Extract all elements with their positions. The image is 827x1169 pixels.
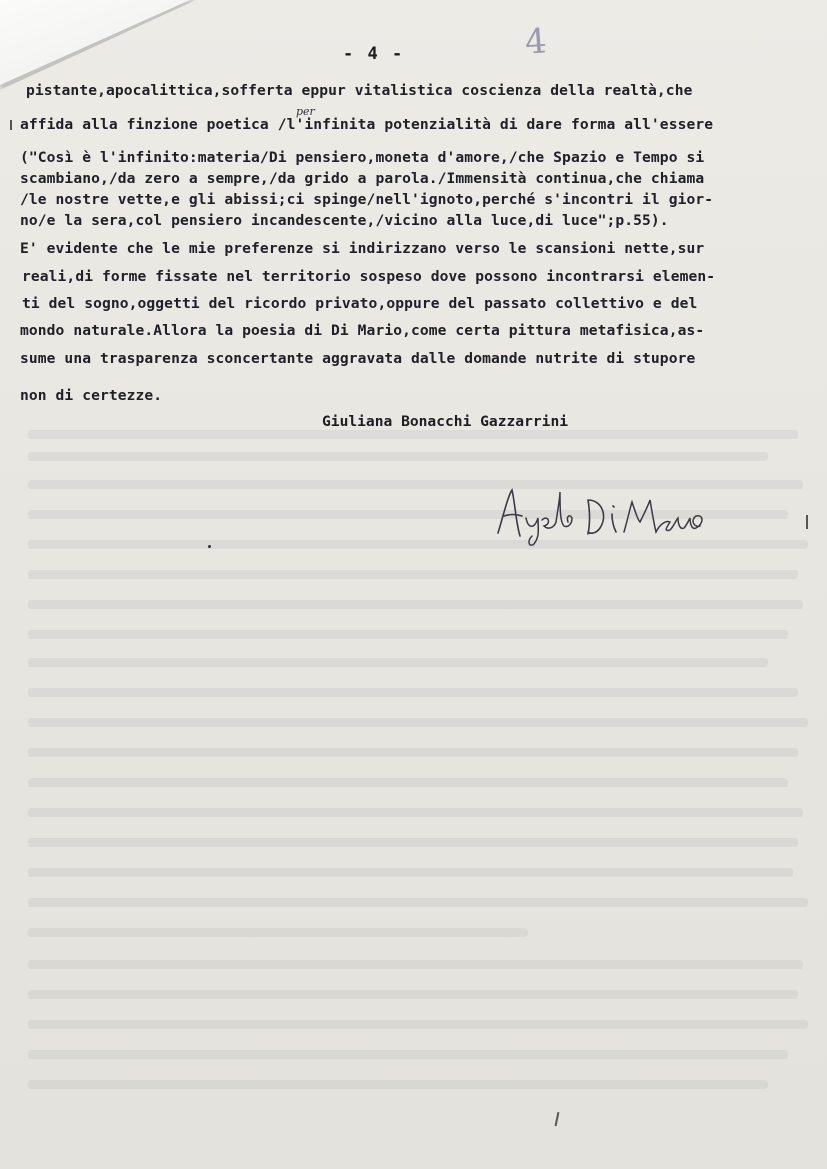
ink-speck — [208, 545, 211, 548]
margin-mark — [806, 515, 808, 529]
handwritten-page-number: 4 — [523, 21, 549, 63]
text-line: /le nostre vette,e gli abissi;ci spinge/nell'ignoto,perché s'incontri il gior- — [20, 191, 714, 208]
handwritten-signature — [490, 478, 720, 548]
page-number: - 4 - — [343, 44, 405, 64]
margin-mark — [555, 1112, 559, 1126]
text-line: ("Così è l'infinito:materia/Di pensiero,moneta d'amore,/che Spazio e Tempo si — [20, 149, 705, 166]
text-line: mondo naturale.Allora la poesia di Di Mario,come certa pittura metafisica,as- — [20, 322, 705, 339]
interlinear-insertion: per — [296, 105, 315, 118]
text-line: E' evidente che le mie preferenze si indirizzano verso le scansioni nette,sur — [20, 240, 705, 257]
text-line: ti del sogno,oggetti del ricordo privato,oppure del passato collettivo e del — [22, 295, 698, 312]
text-line: pistante,apocalittica,sofferta eppur vitalistica coscienza della realtà,che — [26, 82, 693, 99]
margin-mark — [10, 120, 12, 130]
text-line: scambiano,/da zero a sempre,/da grido a parola./Immensità continua,che chiama — [20, 170, 705, 187]
text-line: reali,di forme fissate nel territorio sospeso dove possono incontrarsi elemen- — [22, 268, 716, 285]
text-line: sume una trasparenza sconcertante aggravata dalle domande nutrite di stupore — [20, 350, 696, 367]
author-name: Giuliana Bonacchi Gazzarrini — [322, 413, 569, 430]
text-line: no/e la sera,col pensiero incandescente,/vicino alla luce,di luce";p.55). — [20, 212, 669, 229]
text-line: non di certezze. — [20, 387, 163, 404]
text-line: affida alla finzione poetica /l'infinita potenzialità di dare forma all'essere — [20, 116, 714, 133]
folded-corner — [0, 0, 190, 85]
